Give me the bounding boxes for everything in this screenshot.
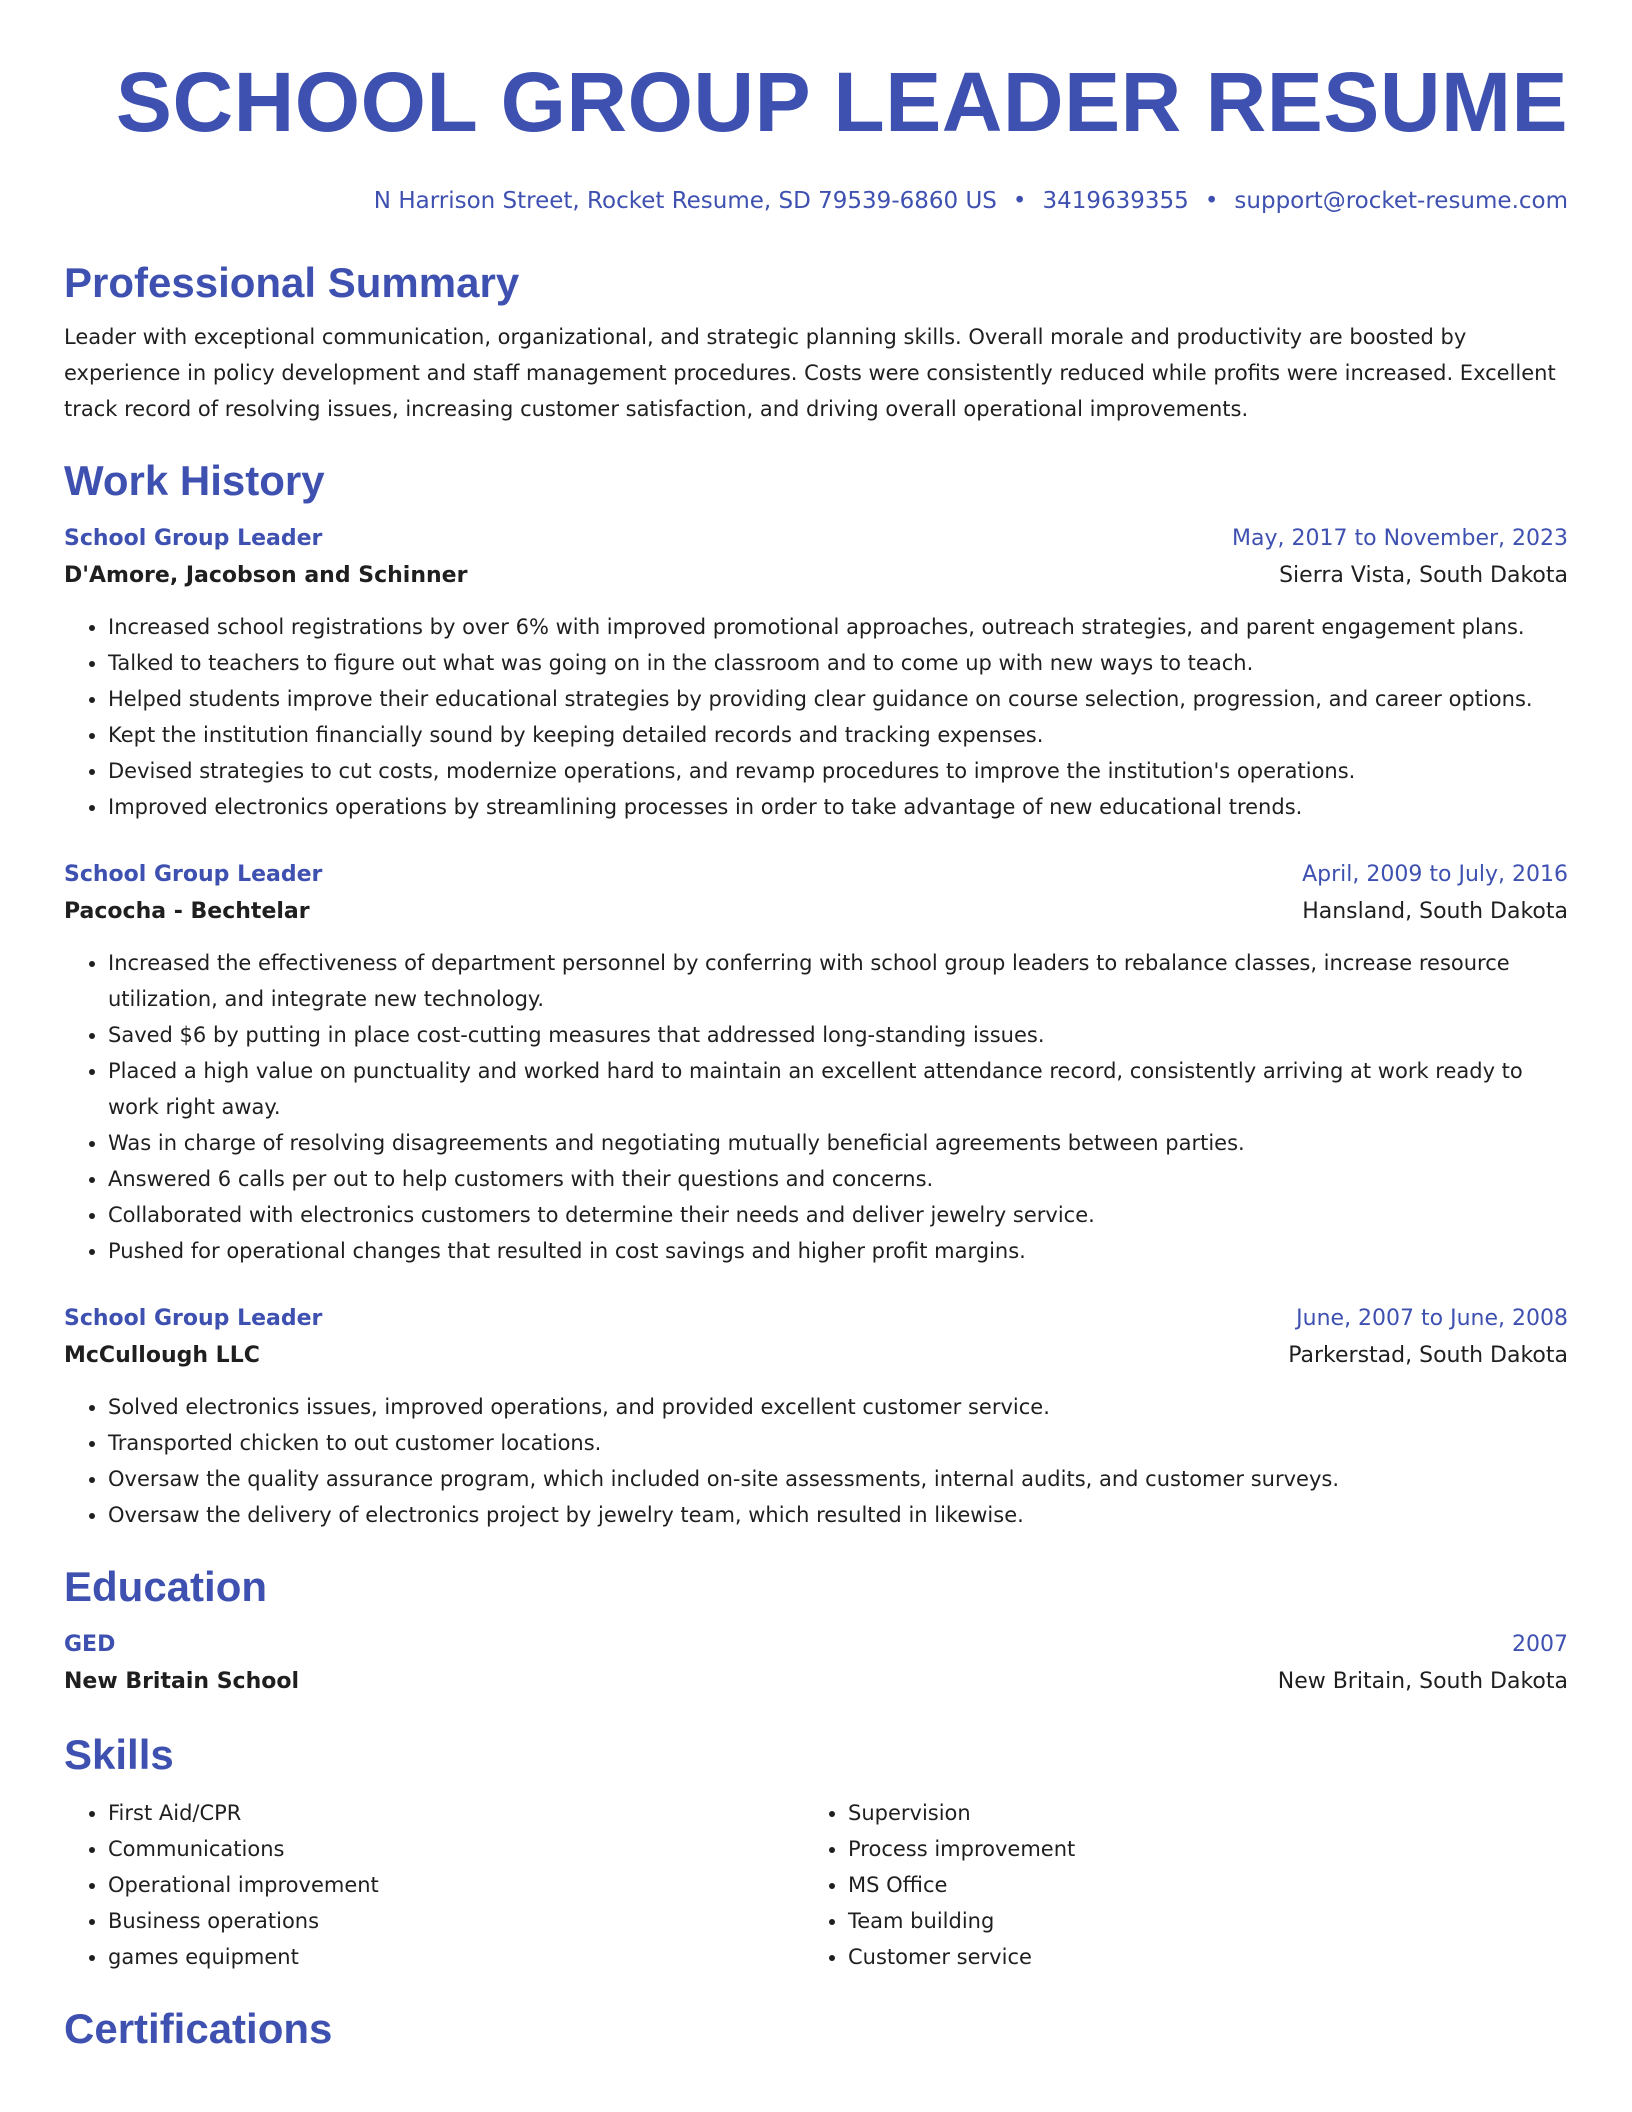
separator-dot: • xyxy=(1204,188,1219,214)
job-location: Hansland, South Dakota xyxy=(1302,899,1568,924)
job-bullets xyxy=(64,609,1568,825)
job-bullet: • Increased the effectiveness of department personnel by conferring with school group leaders to rebalance classes, increase resource utilization, and integrate new technology. xyxy=(108,945,1568,1017)
job-bullet: • Solved electronics issues, improved operations, and provided excellent customer service. xyxy=(108,1389,1568,1425)
section-heading-work-history: Work History xyxy=(64,457,325,504)
job-dates: June, 2007 to June, 2008 xyxy=(1296,1306,1568,1331)
job-company: Pacocha - Bechtelar xyxy=(64,899,310,924)
skill-item: • First Aid/CPR xyxy=(108,1795,804,1831)
job-bullet: • Answered 6 calls per out to help customers with their questions and concerns. xyxy=(108,1161,1568,1197)
separator-dot: • xyxy=(1012,188,1027,214)
skills-grid xyxy=(64,1795,1568,1975)
section-heading-education: Education xyxy=(64,1563,268,1610)
job-bullet: • Increased school registrations by over 6% with improved promotional approaches, outreach strategies, and parent engagement plans. xyxy=(108,609,1568,645)
certifications-section xyxy=(64,2003,1568,2055)
resume-title: SCHOOL GROUP LEADER RESUME xyxy=(115,55,1568,149)
skill-item: • games equipment xyxy=(108,1939,804,1975)
job-entry xyxy=(64,521,1568,825)
job-bullet: • Oversaw the quality assurance program, which included on-site assessments, internal audits, and customer surveys. xyxy=(108,1461,1568,1497)
job-company: D'Amore, Jacobson and Schinner xyxy=(64,563,468,588)
job-role: School Group Leader xyxy=(64,1306,323,1331)
section-heading-skills: Skills xyxy=(64,1731,174,1778)
job-location: Parkerstad, South Dakota xyxy=(1288,1343,1568,1368)
job-bullet: • Oversaw the delivery of electronics project by jewelry team, which resulted in likewise. xyxy=(108,1497,1568,1533)
job-bullet: • Devised strategies to cut costs, modernize operations, and revamp procedures to improve the institution's operations. xyxy=(108,753,1568,789)
job-entry xyxy=(64,857,1568,1269)
summary-text: Leader with exceptional communication, organizational, and strategic planning skills. Overall morale and productivity are boosted by experience in policy development and staff management procedures. Costs were consistently reduced while profits were increased. Excellent track record of resolving issues, increasing customer satisfaction, and driving overall operational improvements. xyxy=(64,325,1556,421)
education-section xyxy=(64,1561,1568,1701)
job-bullet: • Kept the institution financially sound by keeping detailed records and tracking expenses. xyxy=(108,717,1568,753)
contact-address: N Harrison Street, Rocket Resume, SD 79539-6860 US xyxy=(373,188,997,214)
job-bullet: • Placed a high value on punctuality and worked hard to maintain an excellent attendance record, consistently arriving at work ready to work right away. xyxy=(108,1053,1568,1125)
job-location: Sierra Vista, South Dakota xyxy=(1279,563,1568,588)
job-bullet: • Was in charge of resolving disagreements and negotiating mutually beneficial agreements between parties. xyxy=(108,1125,1568,1161)
education-entry xyxy=(64,1627,1568,1701)
skills-section xyxy=(64,1729,1568,1975)
job-bullet: • Talked to teachers to figure out what was going on in the classroom and to come up with new ways to teach. xyxy=(108,645,1568,681)
job-company: McCullough LLC xyxy=(64,1343,260,1368)
job-bullets xyxy=(64,1389,1568,1533)
skill-item: • Process improvement xyxy=(848,1831,1544,1867)
job-bullet: • Helped students improve their educational strategies by providing clear guidance on course selection, progression, and career options. xyxy=(108,681,1568,717)
job-dates: April, 2009 to July, 2016 xyxy=(1302,862,1568,887)
job-bullet: • Transported chicken to out customer locations. xyxy=(108,1425,1568,1461)
contact-phone: 3419639355 xyxy=(1042,188,1189,214)
section-heading-summary: Professional Summary xyxy=(64,259,520,306)
education-degree: GED xyxy=(64,1632,116,1657)
job-bullet: • Saved $6 by putting in place cost-cutting measures that addressed long-standing issues. xyxy=(108,1017,1568,1053)
job-role: School Group Leader xyxy=(64,526,323,551)
education-year: 2007 xyxy=(1512,1632,1568,1657)
job-dates: May, 2017 to November, 2023 xyxy=(1232,526,1568,551)
contact-email[interactable]: support@rocket-resume.com xyxy=(1234,188,1568,214)
job-bullets xyxy=(64,945,1568,1269)
skill-item: • Customer service xyxy=(848,1939,1544,1975)
contact-line xyxy=(64,185,1568,217)
section-heading-certifications: Certifications xyxy=(64,2005,333,2052)
education-school: New Britain School xyxy=(64,1669,300,1694)
skills-column-right xyxy=(804,1795,1544,1975)
skill-item: • Communications xyxy=(108,1831,804,1867)
job-bullet: • Collaborated with electronics customers to determine their needs and deliver jewelry service. xyxy=(108,1197,1568,1233)
skills-column-left xyxy=(64,1795,804,1975)
skill-item: • Team building xyxy=(848,1903,1544,1939)
education-location: New Britain, South Dakota xyxy=(1277,1669,1568,1694)
work-history-section xyxy=(64,455,1568,1533)
job-bullet: • Improved electronics operations by streamlining processes in order to take advantage of new educational trends. xyxy=(108,789,1568,825)
skill-item: • Business operations xyxy=(108,1903,804,1939)
skill-item: • MS Office xyxy=(848,1867,1544,1903)
job-entry xyxy=(64,1301,1568,1533)
job-bullet: • Pushed for operational changes that resulted in cost savings and higher profit margins. xyxy=(108,1233,1568,1269)
skill-item: • Operational improvement xyxy=(108,1867,804,1903)
skill-item: • Supervision xyxy=(848,1795,1544,1831)
job-role: School Group Leader xyxy=(64,862,323,887)
